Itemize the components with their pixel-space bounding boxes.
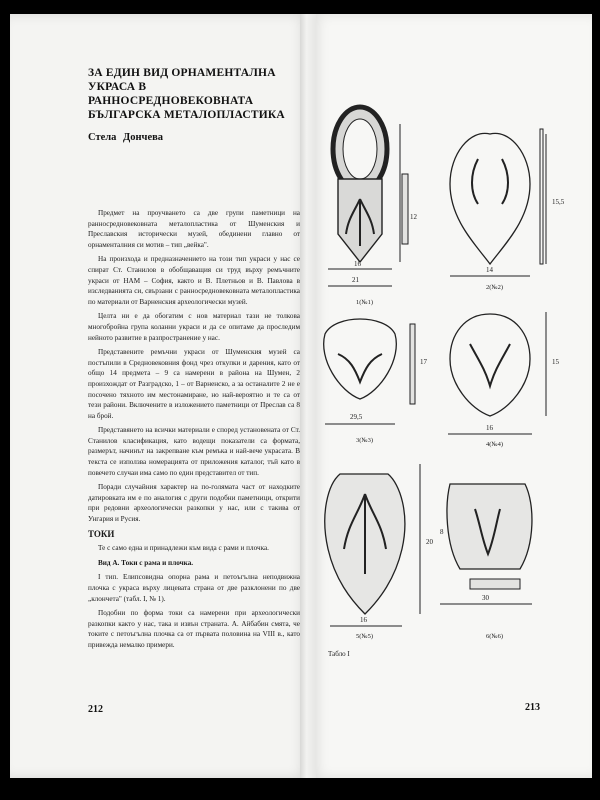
figure-6-plaque — [440, 484, 532, 604]
paragraph: Те с само една и принадлежи към вида с рами и плочка. — [98, 544, 269, 553]
paragraph: Поради случайния характер на по-голямата част от находките датировката им е по аналогия с други подобни паметници, открити при редовни археологически разкопки у нас, или с такива от Унгария и Русия. — [88, 483, 300, 524]
article-body — [88, 208, 300, 655]
dim-label: 14 — [486, 266, 493, 274]
subsection-heading: Вид А. Токи с рама и плочка. — [98, 558, 194, 567]
page-number-left: 212 — [88, 704, 103, 715]
figure-label-2: 2(№2) — [486, 284, 504, 291]
dim-label: 21 — [352, 276, 359, 284]
figure-5-plaque — [325, 464, 420, 626]
dim-label: 15,5 — [552, 198, 565, 206]
paragraph: Подобни по форма токи са намерени при археологически разкопки както у нас, така и извън страната. А. Айбабин смята, че токите с петоъгълна плочка са от първата половина на VIII в., като привежда немалко примери. — [88, 609, 300, 649]
figure-label-4: 4(№4) — [486, 441, 504, 448]
figure-label-1: 1(№1) — [356, 299, 374, 306]
paragraph: Предмет на проучването са две групи паметници на ранносредновековната металопластика от Шуменския и Преславския исторически музей, обединени главно от орнаменталния си мотив – тип „вейка". — [88, 209, 300, 249]
figure-label-5: 5(№5) — [356, 633, 374, 640]
dim-label: 15 — [552, 358, 559, 366]
figure-4-plaque — [448, 312, 546, 434]
paragraph: На произхода и предназначението на този тип украси у нас се спират Ст. Станилов в обобщаващия си труд върху ремъчните украси от НАМ – София, както и В. Плетньов и В. Павлова в изследванията си, свързани с ранносредновековната металопластика по материали от Варненския археологически музей. — [88, 255, 300, 306]
dim-label: 16 — [486, 424, 493, 432]
figure-label-3: 3(№3) — [356, 437, 374, 444]
figure-1-buckle — [328, 107, 408, 286]
article-title: ЗА ЕДИН ВИД ОРНАМЕНТАЛНА УКРАСА В РАННОСРЕДНОВЕКОВНАТА БЪЛГАРСКА МЕТАЛОПЛАСТИКА — [88, 67, 285, 121]
dim-label: 30 — [482, 594, 489, 602]
paragraph: Представянето на всички материали е според установената от Ст. Станилов класификация, като водещи показатели са формата, размерът, начинът на закрепване към ремъка и най-вече украсата. В текста се използва номерацията от приложения каталог, тъй като в повечето случаи има само по един представител от тип. — [88, 426, 300, 477]
dim-label: 20 — [426, 538, 433, 546]
dim-label: 17 — [420, 358, 427, 366]
section-title: ТОКИ — [88, 528, 115, 539]
dim-label: 16 — [360, 616, 367, 624]
illustration-plate — [310, 14, 592, 714]
dim-label: 8 — [440, 528, 444, 536]
dim-label: 16 — [354, 260, 361, 268]
paragraph: Представените ремъчни украси от Шуменския музей са постъпили в Средновековния фонд чрез откупки и дарения, като от общо 14 предмета – 9 са намерени в района на Шумен, 2 произхождат от Разградско, 1 – от Варненско, а за останалите 2 не е посочено тяхното им местонамиране, но най-вероятно и те са от тези райони. Включените в изложението паметници от Преслав са 8 на брой. — [88, 348, 300, 420]
dim-label: 12 — [410, 213, 417, 221]
paragraph: І тип. Елипсовидна опорна рама и петоъгълна неподвижна плочка с украса върху лицевата страна от две разклонени по две „клончета" (табл. І, № 1). — [88, 573, 300, 603]
page-number-right: 213 — [525, 702, 540, 713]
article-author: Стела Дончева — [88, 132, 164, 143]
figure-2-plaque — [450, 129, 546, 276]
dim-label: 29,5 — [350, 413, 363, 421]
figure-3-plaque — [324, 319, 415, 424]
paragraph: Целта ни е да обогатим с нов материал тази не толкова многобройна група коланни украси и да се опитаме да проследим нейното развитие в разпространение у нас. — [88, 312, 300, 342]
plate-caption: Табло І — [328, 650, 350, 658]
figure-label-6: 6(№6) — [486, 633, 504, 640]
